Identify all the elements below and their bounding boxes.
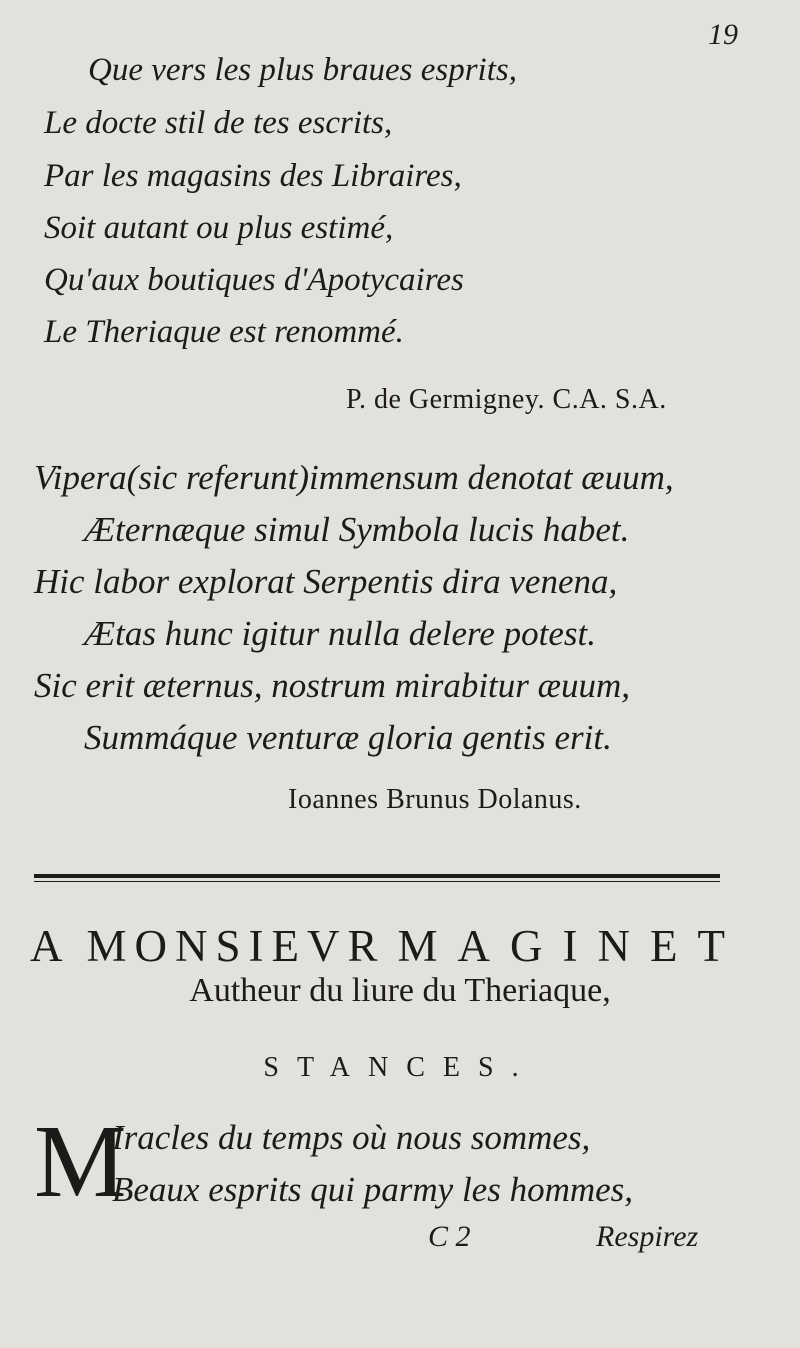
poem-line: Iracles du temps où nous sommes, — [112, 1118, 591, 1157]
poem-line: Soit autant ou plus estimé, — [44, 210, 394, 246]
poem-line: Qu'aux boutiques d'Apotycaires — [44, 262, 464, 298]
poem-line: Ætas hunc igitur nulla delere potest. — [84, 614, 596, 653]
poem-line: Par les magasins des Libraires, — [44, 158, 462, 194]
dedication-subtitle: Autheur du liure du Theriaque, — [189, 972, 611, 1009]
author-signature: P. de Germigney. C.A. S.A. — [346, 384, 667, 415]
poem-line: Le docte stil de tes escrits, — [44, 105, 393, 141]
separator-rule — [34, 874, 720, 878]
catchword: Respirez — [596, 1220, 699, 1253]
separator-rule-thin — [34, 881, 720, 882]
heading-word: MAGINET — [397, 921, 745, 971]
poem-line: Le Theriaque est renommé. — [44, 314, 404, 350]
poem-line: Summáque venturæ gloria gentis erit. — [84, 718, 612, 757]
signature-mark: C 2 — [428, 1220, 471, 1253]
heading-word: A — [30, 921, 71, 971]
poem-line: Beaux esprits qui parmy les hommes, — [112, 1170, 634, 1209]
poem-line: Æternæque simul Symbola lucis habet. — [84, 510, 630, 549]
heading-word: MONSIEVR — [86, 921, 386, 971]
author-signature: Ioannes Brunus Dolanus. — [288, 784, 582, 815]
poem-line: Que vers les plus braues esprits, — [88, 52, 517, 88]
poem-line: Hic labor explorat Serpentis dira venena, — [34, 562, 618, 601]
dedication-heading — [30, 920, 745, 972]
page-number: 19 — [708, 18, 738, 51]
poem-line: Sic erit æternus, nostrum mirabitur æuum, — [34, 666, 631, 705]
drop-cap: M — [34, 1104, 127, 1219]
poem-line: Vipera(sic referunt)immensum denotat æuum, — [34, 458, 674, 497]
section-title: STANCES. — [263, 1052, 537, 1083]
